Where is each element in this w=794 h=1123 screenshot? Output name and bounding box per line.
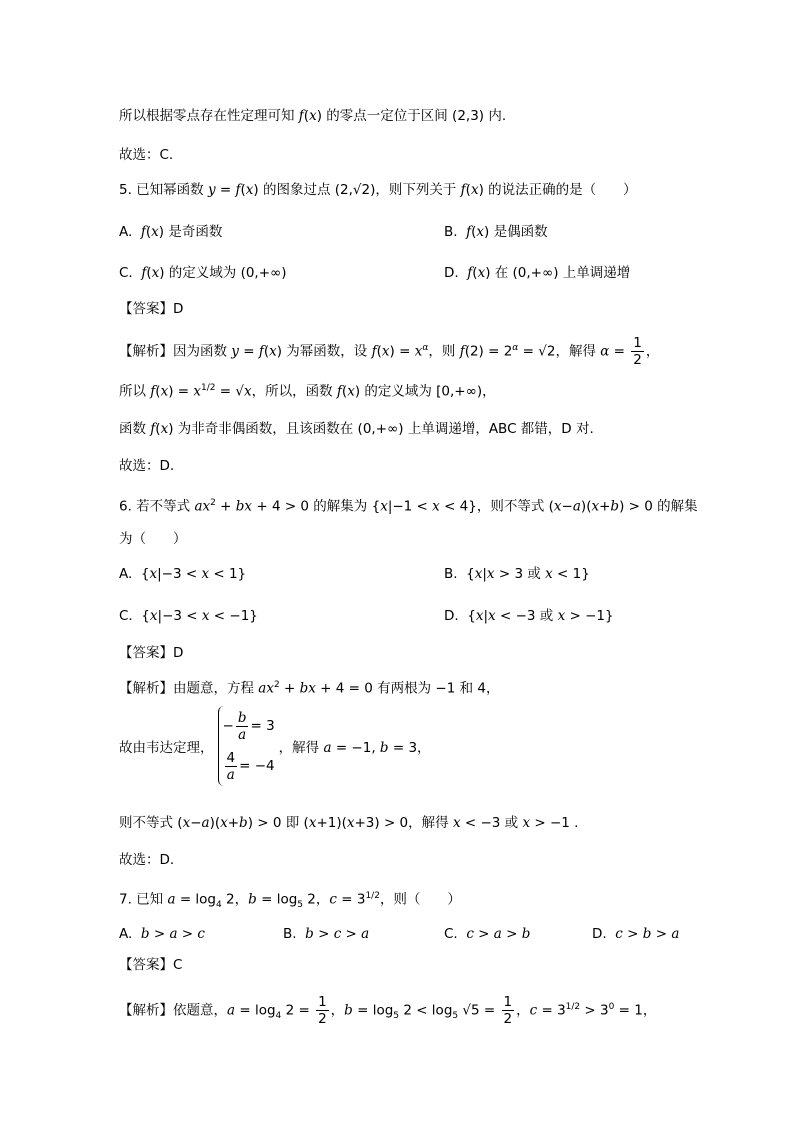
question-5-option-d: D. f(x) 在 (0,+∞) 上单调递增: [444, 265, 631, 281]
question-7-option-c: C. c > a > b: [444, 926, 531, 942]
question-5-answer: 【答案】D: [119, 301, 184, 317]
text-line-l2: 故选：C.: [119, 147, 174, 163]
question-5-explanation-3: 函数 f(x) 为非奇非偶函数，且该函数在 (0,+∞) 上单调递增，ABC 都错，D 对.: [119, 421, 594, 437]
question-6-option-b: B. {x|x > 3 或 x < 1}: [444, 566, 590, 582]
text-line-l1: 所以根据零点存在性定理可知 f(x) 的零点一定位于区间 (2,3) 内.: [119, 108, 507, 124]
question-5-option-a: A. f(x) 是奇函数: [119, 224, 223, 240]
question-6-option-c: C. {x|−3 < x < −1}: [119, 608, 258, 624]
question-6-explanation-3: 则不等式 (x−a)(x+b) > 0 即 (x+1)(x+3) > 0，解得 x < −3 或 x > −1 .: [119, 815, 579, 831]
question-5-option-b: B. f(x) 是偶函数: [444, 224, 548, 240]
question-6-option-d: D. {x|x < −3 或 x > −1}: [444, 608, 614, 624]
question-6-answer: 【答案】D: [119, 645, 184, 661]
question-5-selection: 故选：D.: [119, 458, 175, 474]
question-5-explanation-2: 所以 $f(x) = x^{1/2} = √x$，所以，函数 f(x) 的定义域为 [0,+∞)，: [119, 383, 496, 400]
question-7-option-b: B. b > c > a: [283, 926, 370, 942]
question-7-option-a: A. b > a > c: [119, 926, 205, 942]
question-6-line-2: 为（ ）: [119, 531, 187, 547]
question-7-answer: 【答案】C: [119, 957, 183, 973]
question-5: 5. 已知幂函数 y = f(x) 的图象过点 (2,√2)，则下列关于 f(x) 的说法正确的是（ ）: [119, 182, 637, 198]
question-6-explanation-2: 故由韦达定理， − $\frac{b}{a}$ = 3 $\frac{4}{a}$ = −4 ，解得 a = −1, b = 3，: [119, 706, 431, 786]
question-5-option-c: C. f(x) 的定义域为 (0,+∞): [119, 265, 287, 281]
equation-system: − $\frac{b}{a}$ = 3 $\frac{4}{a}$ = −4: [218, 706, 275, 786]
question-6-selection: 故选：D.: [119, 852, 175, 868]
question-5-explanation-1: 【解析】因为函数 y = f(x) 为幂函数，设 $f(x) = x^\alpha$，则 $f(2) = 2^\alpha = √2$，解得 α = $\frac{1}{2}$ ，: [119, 335, 660, 368]
question-7-option-d: D. c > b > a: [592, 926, 680, 942]
question-6-option-a: A. {x|−3 < x < 1}: [119, 566, 247, 582]
question-6-explanation-1: 【解析】由题意，方程 $ax^2$ + bx + 4 = 0 有两根为 −1 和 4，: [119, 680, 500, 697]
question-6: 6. 若不等式 $ax^2$ + bx + 4 > 0 的解集为 {x|−1 < x < 4}，则不等式 (x−a)(x+b) > 0 的解集: [119, 498, 698, 515]
question-7: 7. 已知 $a = \log_4 2$，$b = \log_5 2$，$c = 3^{1/2}$，则（ ）: [119, 891, 461, 911]
question-7-explanation-1: 【解析】依题意，$a = \log_4 2$ = $\frac{1}{2}$ ，$b = \log_5 2 < \log_5 √5$ = $\frac{1}{2}$ ，$c = 3^{1/2} > 3^0 = 1$，: [119, 994, 657, 1027]
